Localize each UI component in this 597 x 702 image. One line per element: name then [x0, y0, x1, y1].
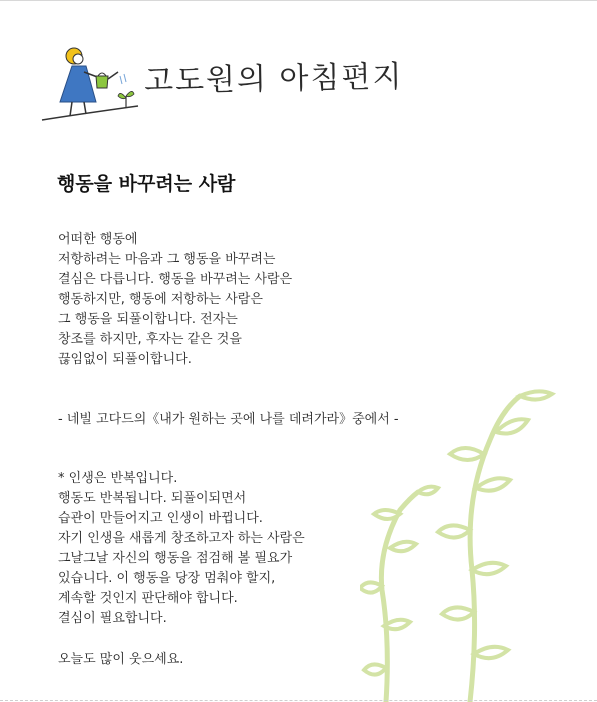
- comment-line: 습관이 만들어지고 인생이 바뀝니다.: [58, 511, 263, 526]
- closing-greeting: 오늘도 많이 웃으세요.: [58, 652, 184, 667]
- source-citation: - 네빌 고다드의《내가 원하는 곳에 나를 데려가라》중에서 -: [58, 412, 399, 427]
- woman-watering-plant-icon: [40, 44, 140, 124]
- body-line: 저항하려는 마음과 그 행동을 바꾸려는: [58, 252, 276, 267]
- comment-line: 행동도 반복됩니다. 되풀이되면서: [58, 491, 247, 506]
- brand-title: 고도원의 아침편지: [143, 59, 404, 99]
- body-line: 창조를 하지만, 후자는 같은 것을: [58, 332, 242, 347]
- body-line: 그 행동을 되풀이합니다. 전자는: [58, 312, 238, 327]
- bottom-border: [0, 700, 597, 701]
- vine-plant-decoration: [360, 380, 560, 702]
- comment-line: * 인생은 반복입니다.: [58, 471, 178, 486]
- comment-line: 계속할 것인지 판단해야 합니다.: [58, 591, 238, 606]
- post-body: [58, 230, 292, 370]
- body-line: 결심은 다릅니다. 행동을 바꾸려는 사람은: [58, 272, 293, 287]
- body-line: 행동하지만, 행동에 저항하는 사람은: [58, 292, 263, 307]
- comment-line: 있습니다. 이 행동을 당장 멈춰야 할지,: [58, 571, 276, 586]
- comment-line: 결심이 필요합니다.: [58, 611, 167, 626]
- post-title: 행동을 바꾸려는 사람: [57, 173, 236, 195]
- body-line: 끊임없이 되풀이합니다.: [58, 352, 192, 367]
- body-line: 어떠한 행동에: [58, 232, 138, 247]
- comment-line: 자기 인생을 새롭게 창조하고자 하는 사람은: [58, 531, 305, 546]
- author-comment: [58, 469, 305, 629]
- comment-line: 그날그날 자신의 행동을 점검해 볼 필요가: [58, 551, 293, 566]
- top-border: [0, 0, 597, 1]
